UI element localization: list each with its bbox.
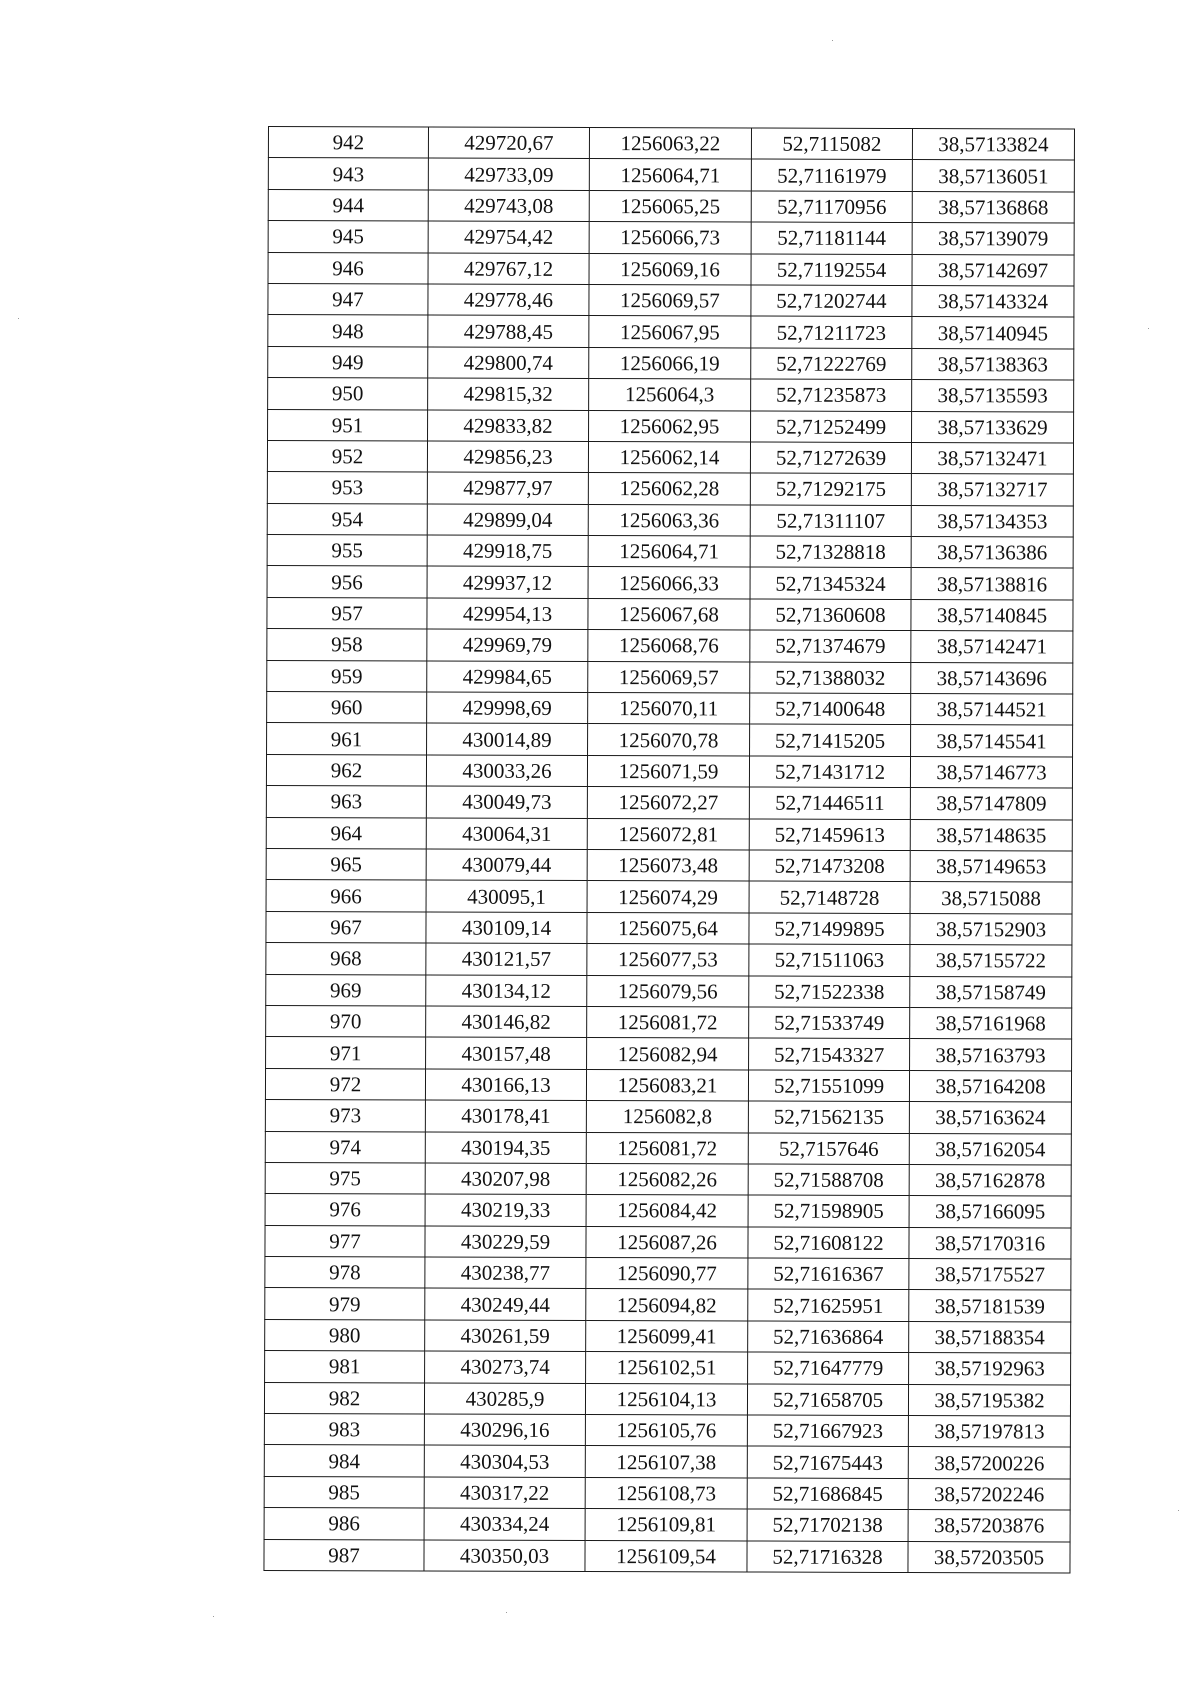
y-coordinate-cell: 1256099,41 [586,1320,748,1352]
latitude-cell: 52,71388032 [750,662,911,694]
table-row [268,315,1074,349]
longitude-cell: 38,57142697 [912,254,1074,286]
table-row [266,754,1072,788]
longitude-cell: 38,57170316 [909,1227,1071,1259]
longitude-cell: 38,57164208 [909,1070,1071,1102]
latitude-cell: 52,71235873 [751,379,912,411]
table-row [264,1445,1070,1479]
point-number-cell: 955 [267,535,427,567]
y-coordinate-cell: 1256067,95 [589,316,751,348]
point-number-cell: 961 [267,723,427,755]
point-number-cell: 952 [267,440,427,472]
longitude-cell: 38,57135593 [912,380,1074,412]
table-row [264,1539,1070,1573]
y-coordinate-cell: 1256071,59 [587,755,749,787]
point-number-cell: 948 [268,315,428,347]
x-coordinate-cell: 429984,65 [427,661,588,693]
table-row [264,1414,1070,1448]
x-coordinate-cell: 430334,24 [424,1508,585,1540]
x-coordinate-cell: 430109,14 [426,912,587,944]
y-coordinate-cell: 1256069,57 [589,284,751,316]
point-number-cell: 982 [264,1382,424,1414]
point-number-cell: 975 [265,1162,425,1194]
longitude-cell: 38,57133629 [912,411,1074,443]
longitude-cell: 38,57200226 [908,1447,1070,1479]
coordinates-table-wrapper [263,126,1074,1573]
x-coordinate-cell: 430178,41 [425,1100,586,1132]
table-row [267,692,1073,726]
x-coordinate-cell: 430317,22 [424,1477,585,1509]
longitude-cell: 38,57192963 [909,1353,1071,1385]
x-coordinate-cell: 429767,12 [428,253,589,285]
x-coordinate-cell: 430049,73 [426,786,587,818]
longitude-cell: 38,57163793 [910,1039,1072,1071]
latitude-cell: 52,71161979 [751,159,912,191]
latitude-cell: 52,71181144 [751,222,912,254]
x-coordinate-cell: 430121,57 [426,943,587,975]
longitude-cell: 38,57147809 [910,788,1072,820]
y-coordinate-cell: 1256077,53 [587,944,749,976]
y-coordinate-cell: 1256104,13 [585,1383,747,1415]
latitude-cell: 52,71272639 [750,442,911,474]
point-number-cell: 950 [268,378,428,410]
table-row [265,1100,1071,1134]
x-coordinate-cell: 429815,32 [428,378,589,410]
point-number-cell: 964 [266,817,426,849]
table-row [265,1351,1071,1385]
y-coordinate-cell: 1256081,72 [586,1132,748,1164]
latitude-cell: 52,71292175 [750,473,911,505]
y-coordinate-cell: 1256079,56 [587,975,749,1007]
y-coordinate-cell: 1256064,71 [588,536,750,568]
x-coordinate-cell: 429800,74 [428,347,589,379]
longitude-cell: 38,57145541 [911,725,1073,757]
point-number-cell: 976 [265,1194,425,1226]
longitude-cell: 38,57138816 [911,568,1073,600]
latitude-cell: 52,7148728 [749,881,910,913]
longitude-cell: 38,57132717 [911,474,1073,506]
x-coordinate-cell: 430157,48 [426,1037,587,1069]
longitude-cell: 38,57162054 [909,1133,1071,1165]
table-row [268,127,1074,161]
scan-speck [1178,1510,1179,1511]
longitude-cell: 38,57195382 [908,1384,1070,1416]
x-coordinate-cell: 429998,69 [427,692,588,724]
longitude-cell: 38,57155722 [910,945,1072,977]
latitude-cell: 52,71431712 [749,756,910,788]
y-coordinate-cell: 1256068,76 [588,630,750,662]
coordinates-table-body [264,127,1075,1573]
latitude-cell: 52,71202744 [751,285,912,317]
x-coordinate-cell: 430194,35 [425,1131,586,1163]
latitude-cell: 52,71667923 [747,1415,908,1447]
point-number-cell: 974 [265,1131,425,1163]
latitude-cell: 52,71562135 [748,1101,909,1133]
longitude-cell: 38,57148635 [910,819,1072,851]
x-coordinate-cell: 430219,33 [425,1194,586,1226]
y-coordinate-cell: 1256064,71 [589,159,751,191]
table-row [268,158,1074,192]
point-number-cell: 956 [267,566,427,598]
y-coordinate-cell: 1256069,57 [588,661,750,693]
point-number-cell: 951 [268,409,428,441]
y-coordinate-cell: 1256073,48 [587,849,749,881]
x-coordinate-cell: 430273,74 [425,1351,586,1383]
latitude-cell: 52,71170956 [751,191,912,223]
latitude-cell: 52,71658705 [747,1384,908,1416]
latitude-cell: 52,71608122 [748,1227,909,1259]
table-row [266,974,1072,1008]
y-coordinate-cell: 1256102,51 [586,1352,748,1384]
longitude-cell: 38,57197813 [908,1416,1070,1448]
longitude-cell: 38,57175527 [909,1259,1071,1291]
y-coordinate-cell: 1256087,26 [586,1226,748,1258]
latitude-cell: 52,71625951 [748,1289,909,1321]
y-coordinate-cell: 1256064,3 [589,379,751,411]
y-coordinate-cell: 1256082,26 [586,1163,748,1195]
longitude-cell: 38,57140945 [912,317,1074,349]
point-number-cell: 946 [268,252,428,284]
scan-speck [18,318,19,319]
latitude-cell: 52,71459613 [749,819,910,851]
latitude-cell: 52,71192554 [751,254,912,286]
x-coordinate-cell: 430146,82 [426,1006,587,1038]
y-coordinate-cell: 1256062,28 [588,473,750,505]
table-row [267,629,1073,663]
table-row [266,1005,1072,1039]
latitude-cell: 52,71252499 [751,411,912,443]
latitude-cell: 52,71551099 [748,1070,909,1102]
x-coordinate-cell: 429918,75 [427,535,588,567]
x-coordinate-cell: 430064,31 [426,818,587,850]
point-number-cell: 968 [266,943,426,975]
point-number-cell: 960 [267,692,427,724]
longitude-cell: 38,57203876 [908,1510,1070,1542]
table-row [264,1382,1070,1416]
x-coordinate-cell: 430238,77 [425,1257,586,1289]
x-coordinate-cell: 430079,44 [426,849,587,881]
latitude-cell: 52,71374679 [750,630,911,662]
x-coordinate-cell: 430304,53 [424,1445,585,1477]
table-row [267,472,1073,506]
table-row [268,346,1074,380]
point-number-cell: 957 [267,597,427,629]
longitude-cell: 38,57166095 [909,1196,1071,1228]
longitude-cell: 38,57136868 [912,191,1074,223]
y-coordinate-cell: 1256105,76 [585,1415,747,1447]
point-number-cell: 966 [266,880,426,912]
table-row [267,660,1073,694]
latitude-cell: 52,71222769 [751,348,912,380]
latitude-cell: 52,71543327 [749,1038,910,1070]
y-coordinate-cell: 1256066,73 [589,222,751,254]
point-number-cell: 984 [264,1445,424,1477]
table-row [264,1476,1070,1510]
latitude-cell: 52,71211723 [751,316,912,348]
longitude-cell: 38,57188354 [909,1321,1071,1353]
x-coordinate-cell: 429778,46 [428,284,589,316]
x-coordinate-cell: 429937,12 [427,566,588,598]
latitude-cell: 52,71647779 [748,1352,909,1384]
y-coordinate-cell: 1256094,82 [586,1289,748,1321]
point-number-cell: 978 [265,1257,425,1289]
longitude-cell: 38,57161968 [910,1007,1072,1039]
latitude-cell: 52,71716328 [747,1541,908,1573]
longitude-cell: 38,57144521 [911,694,1073,726]
y-coordinate-cell: 1256072,81 [587,818,749,850]
x-coordinate-cell: 430229,59 [425,1226,586,1258]
point-number-cell: 986 [264,1508,424,1540]
table-row [265,1162,1071,1196]
longitude-cell: 38,57134353 [911,505,1073,537]
point-number-cell: 963 [266,786,426,818]
point-number-cell: 985 [264,1476,424,1508]
table-row [264,1508,1070,1542]
x-coordinate-cell: 429833,82 [428,410,589,442]
point-number-cell: 944 [268,189,428,221]
table-row [268,409,1074,443]
table-row [268,378,1074,412]
table-row [266,943,1072,977]
x-coordinate-cell: 430249,44 [425,1288,586,1320]
table-row [268,221,1074,255]
latitude-cell: 52,71415205 [750,724,911,756]
latitude-cell: 52,71598905 [748,1195,909,1227]
table-row [265,1225,1071,1259]
table-row [266,786,1072,820]
scan-speck [213,1616,214,1617]
point-number-cell: 943 [268,158,428,190]
y-coordinate-cell: 1256067,68 [588,598,750,630]
y-coordinate-cell: 1256072,27 [587,787,749,819]
x-coordinate-cell: 429733,09 [428,158,589,190]
table-row [266,880,1072,914]
y-coordinate-cell: 1256107,38 [585,1446,747,1478]
x-coordinate-cell: 429877,97 [427,472,588,504]
table-row [267,503,1073,537]
table-row [268,252,1074,286]
x-coordinate-cell: 430350,03 [424,1540,585,1572]
y-coordinate-cell: 1256109,54 [585,1540,747,1572]
longitude-cell: 38,57132471 [911,442,1073,474]
table-row [265,1288,1071,1322]
point-number-cell: 947 [268,283,428,315]
point-number-cell: 970 [266,1005,426,1037]
table-row [266,911,1072,945]
y-coordinate-cell: 1256083,21 [586,1069,748,1101]
longitude-cell: 38,57181539 [909,1290,1071,1322]
longitude-cell: 38,57146773 [910,756,1072,788]
latitude-cell: 52,71616367 [748,1258,909,1290]
point-number-cell: 959 [267,660,427,692]
x-coordinate-cell: 430261,59 [425,1320,586,1352]
x-coordinate-cell: 430095,1 [426,880,587,912]
y-coordinate-cell: 1256066,33 [588,567,750,599]
table-row [265,1131,1071,1165]
longitude-cell: 38,57163624 [909,1102,1071,1134]
table-row [267,535,1073,569]
table-row [267,597,1073,631]
y-coordinate-cell: 1256062,14 [588,441,750,473]
y-coordinate-cell: 1256082,94 [587,1038,749,1070]
longitude-cell: 38,57162878 [909,1164,1071,1196]
y-coordinate-cell: 1256070,11 [588,693,750,725]
longitude-cell: 38,57158749 [910,976,1072,1008]
longitude-cell: 38,57152903 [910,913,1072,945]
scan-speck [506,1612,507,1613]
coordinates-table [263,126,1075,1573]
latitude-cell: 52,71473208 [749,850,910,882]
longitude-cell: 38,57140845 [911,599,1073,631]
y-coordinate-cell: 1256063,22 [589,128,751,160]
latitude-cell: 52,71702138 [747,1509,908,1541]
table-row [265,1257,1071,1291]
longitude-cell: 38,57133824 [912,129,1074,161]
longitude-cell: 38,57202246 [908,1478,1070,1510]
table-row [267,566,1073,600]
longitude-cell: 38,57149653 [910,851,1072,883]
point-number-cell: 965 [266,848,426,880]
point-number-cell: 949 [268,346,428,378]
table-row [267,440,1073,474]
point-number-cell: 979 [265,1288,425,1320]
table-row [266,1037,1072,1071]
latitude-cell: 52,71675443 [747,1446,908,1478]
x-coordinate-cell: 430166,13 [425,1069,586,1101]
table-row [267,723,1073,757]
point-number-cell: 971 [266,1037,426,1069]
longitude-cell: 38,5715088 [910,882,1072,914]
x-coordinate-cell: 430134,12 [426,975,587,1007]
x-coordinate-cell: 429720,67 [428,127,589,159]
y-coordinate-cell: 1256070,78 [588,724,750,756]
latitude-cell: 52,71533749 [749,1007,910,1039]
latitude-cell: 52,71511063 [749,944,910,976]
table-row [268,283,1074,317]
y-coordinate-cell: 1256074,29 [587,881,749,913]
y-coordinate-cell: 1256109,81 [585,1509,747,1541]
x-coordinate-cell: 430207,98 [425,1163,586,1195]
latitude-cell: 52,71311107 [750,505,911,537]
y-coordinate-cell: 1256084,42 [586,1195,748,1227]
point-number-cell: 980 [265,1319,425,1351]
latitude-cell: 52,71446511 [749,787,910,819]
latitude-cell: 52,71686845 [747,1478,908,1510]
longitude-cell: 38,57136051 [912,160,1074,192]
x-coordinate-cell: 429899,04 [427,504,588,536]
y-coordinate-cell: 1256082,8 [586,1101,748,1133]
x-coordinate-cell: 429954,13 [427,598,588,630]
y-coordinate-cell: 1256062,95 [589,410,751,442]
y-coordinate-cell: 1256069,16 [589,253,751,285]
x-coordinate-cell: 429856,23 [427,441,588,473]
longitude-cell: 38,57143324 [912,285,1074,317]
point-number-cell: 973 [265,1100,425,1132]
x-coordinate-cell: 430285,9 [424,1383,585,1415]
x-coordinate-cell: 429754,42 [428,221,589,253]
y-coordinate-cell: 1256090,77 [586,1258,748,1290]
longitude-cell: 38,57143696 [911,662,1073,694]
x-coordinate-cell: 430014,89 [427,723,588,755]
latitude-cell: 52,71636864 [748,1321,909,1353]
point-number-cell: 969 [266,974,426,1006]
longitude-cell: 38,57139079 [912,223,1074,255]
table-row [268,189,1074,223]
latitude-cell: 52,71400648 [750,693,911,725]
x-coordinate-cell: 429969,79 [427,629,588,661]
point-number-cell: 983 [264,1414,424,1446]
y-coordinate-cell: 1256108,73 [585,1477,747,1509]
longitude-cell: 38,57142471 [911,631,1073,663]
latitude-cell: 52,7115082 [751,128,912,160]
point-number-cell: 954 [267,503,427,535]
latitude-cell: 52,71499895 [749,913,910,945]
latitude-cell: 52,71522338 [749,976,910,1008]
y-coordinate-cell: 1256075,64 [587,912,749,944]
y-coordinate-cell: 1256066,19 [589,347,751,379]
longitude-cell: 38,57203505 [908,1541,1070,1573]
x-coordinate-cell: 429788,45 [428,315,589,347]
scan-speck [1148,328,1149,329]
point-number-cell: 977 [265,1225,425,1257]
latitude-cell: 52,71360608 [750,599,911,631]
scan-speck [832,40,833,41]
point-number-cell: 987 [264,1539,424,1571]
point-number-cell: 958 [267,629,427,661]
table-row [266,848,1072,882]
x-coordinate-cell: 430296,16 [424,1414,585,1446]
longitude-cell: 38,57138363 [912,348,1074,380]
point-number-cell: 981 [265,1351,425,1383]
x-coordinate-cell: 430033,26 [426,755,587,787]
y-coordinate-cell: 1256081,72 [587,1006,749,1038]
table-row [265,1068,1071,1102]
latitude-cell: 52,71345324 [750,567,911,599]
x-coordinate-cell: 429743,08 [428,190,589,222]
point-number-cell: 962 [266,754,426,786]
point-number-cell: 972 [265,1068,425,1100]
point-number-cell: 967 [266,911,426,943]
table-row [265,1194,1071,1228]
y-coordinate-cell: 1256065,25 [589,190,751,222]
longitude-cell: 38,57136386 [911,537,1073,569]
table-row [265,1319,1071,1353]
latitude-cell: 52,71328818 [750,536,911,568]
latitude-cell: 52,71588708 [748,1164,909,1196]
point-number-cell: 945 [268,221,428,253]
latitude-cell: 52,7157646 [748,1133,909,1165]
y-coordinate-cell: 1256063,36 [588,504,750,536]
table-row [266,817,1072,851]
point-number-cell: 953 [267,472,427,504]
point-number-cell: 942 [268,127,428,159]
